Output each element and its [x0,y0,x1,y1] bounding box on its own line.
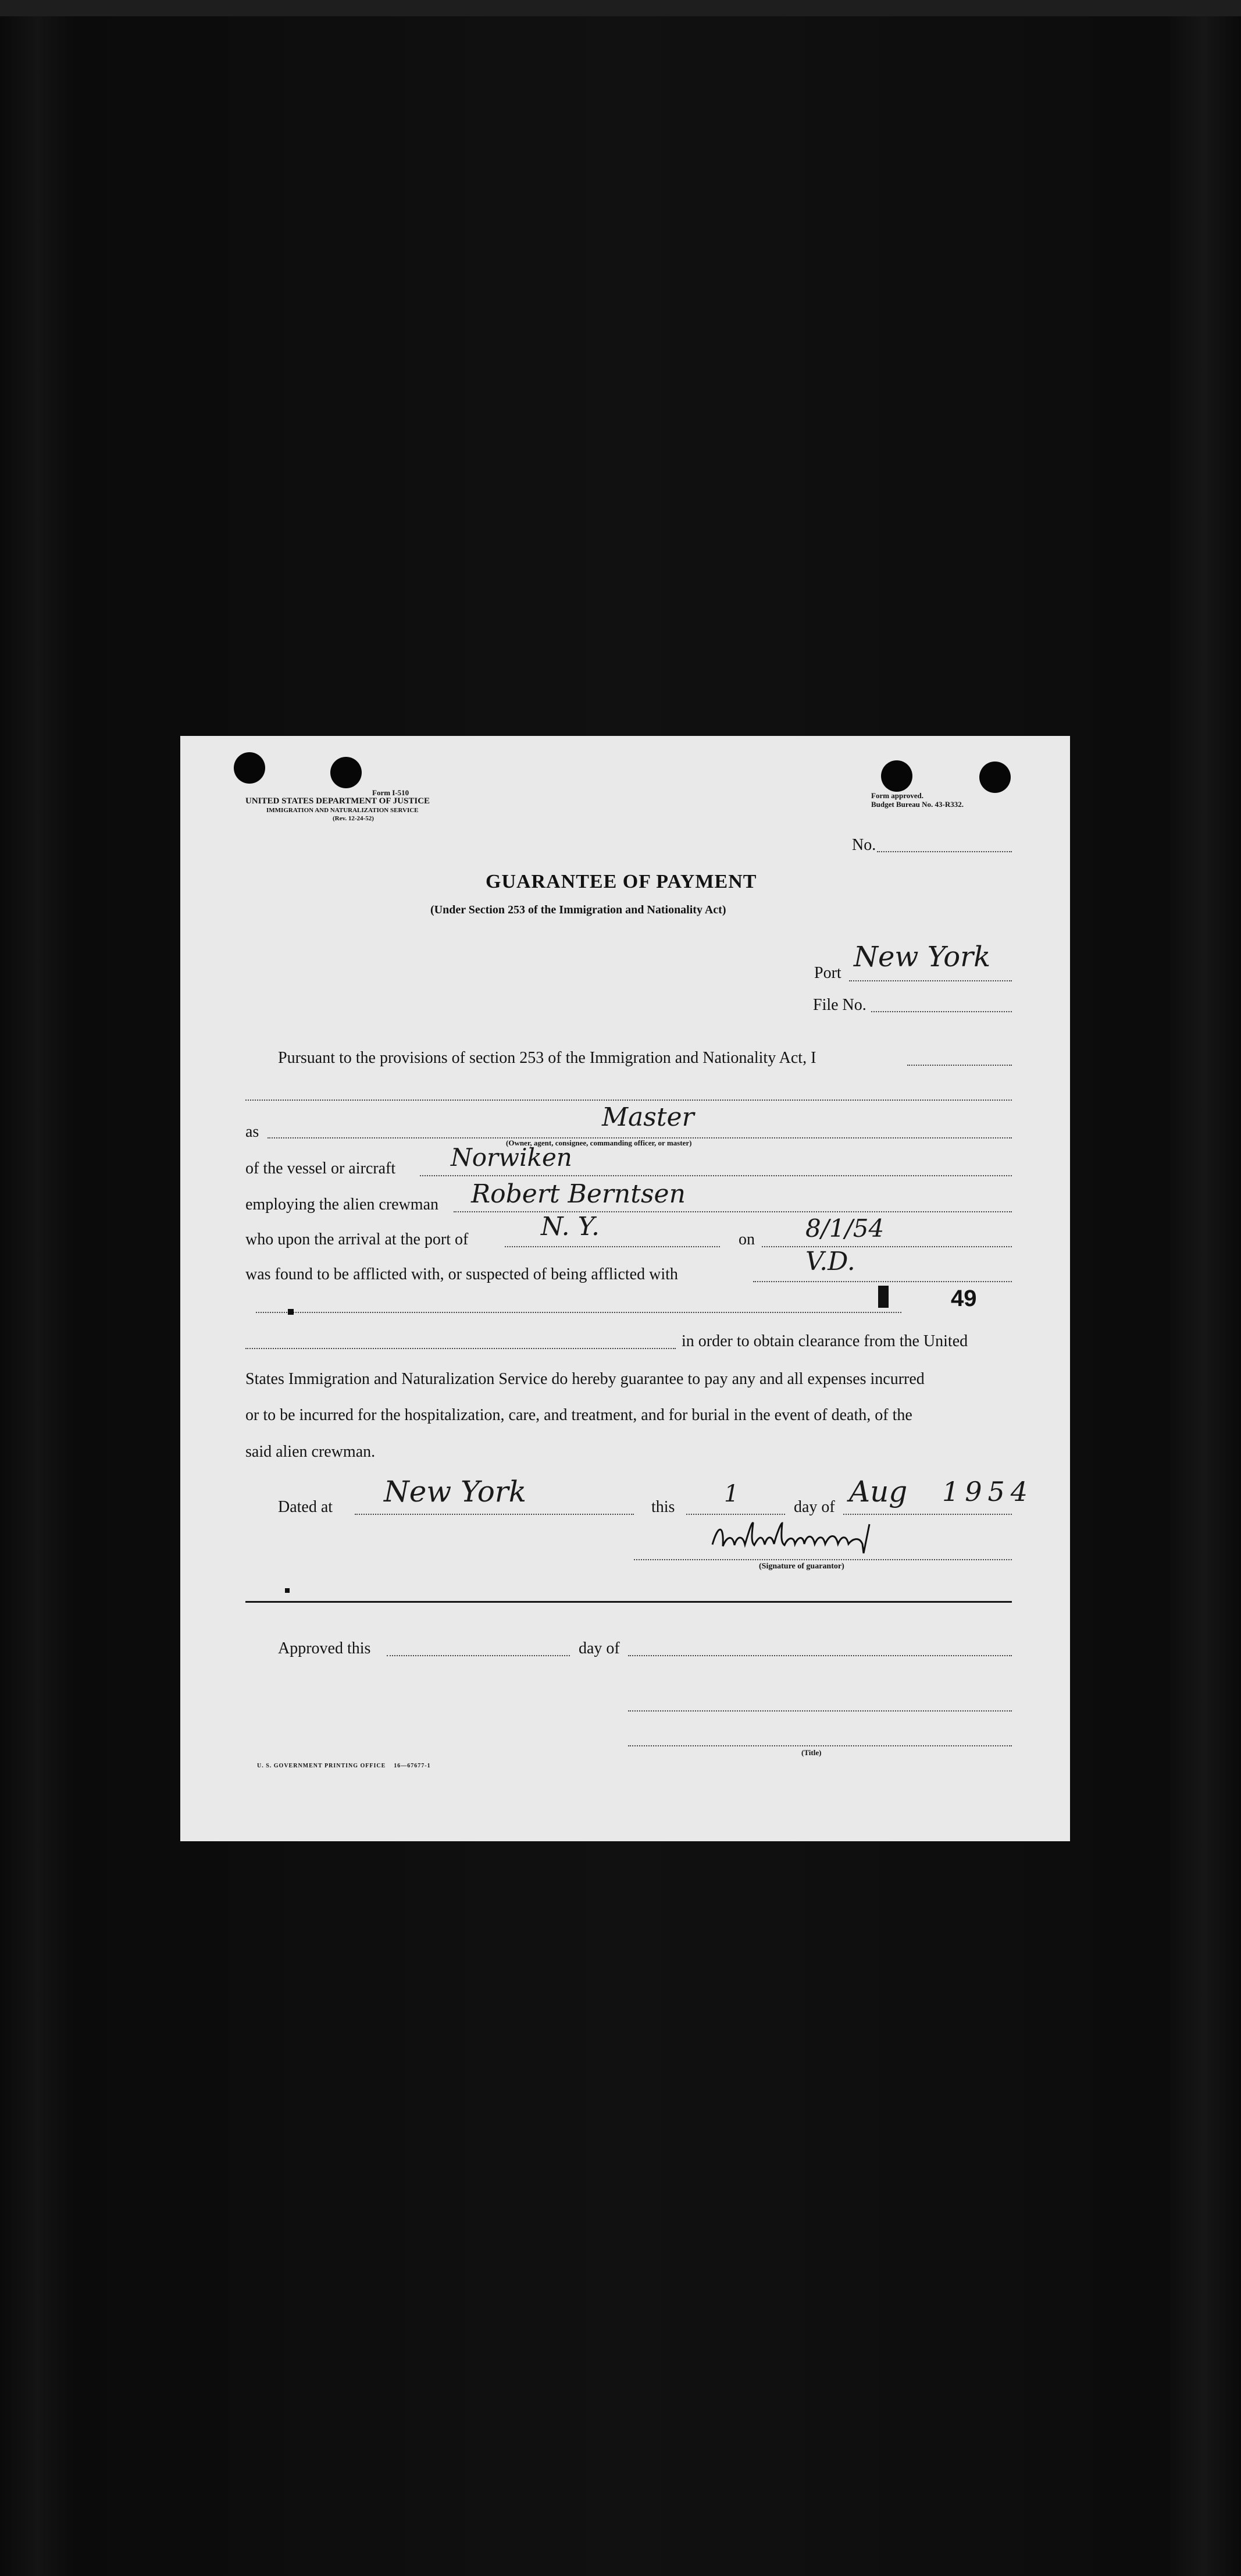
arrival-port-value: N. Y. [541,1212,600,1241]
crewman-field[interactable] [454,1211,1012,1212]
scanner-edge [0,0,1241,16]
as-caption: (Owner, agent, consignee, commanding officer, or master) [506,1138,692,1147]
vessel-value: Norwiken [451,1143,572,1172]
file-no-label: File No. [813,996,866,1014]
approved-day-of-label: day of [579,1639,620,1657]
dated-label: Dated at [278,1498,333,1516]
stamp-mark [878,1286,889,1308]
approval-line-1: Form approved. [871,791,924,800]
approved-date-field[interactable] [387,1655,570,1656]
signature-caption: (Signature of guarantor) [759,1562,844,1571]
this-label: this [651,1498,675,1516]
dated-day: 1 [724,1481,739,1507]
service-name: IMMIGRATION AND NATURALIZATION SERVICE [266,807,419,814]
dated-year: 1954 [942,1476,1034,1507]
body-line-3: said alien crewman. [245,1443,376,1461]
body-line-2: or to be incurred for the hospitalization, care, and treatment, and for burial in the event of death, of the [245,1406,912,1424]
crewman-value: Robert Berntsen [471,1179,686,1209]
dated-month: Aug [849,1475,908,1508]
afflicted-value: V.D. [805,1247,855,1276]
day-of-label: day of [794,1498,835,1516]
clearance-field[interactable] [245,1348,676,1349]
form-subtitle: (Under Section 253 of the Immigration and Nationality Act) [430,903,726,916]
pursuant-text: Pursuant to the provisions of section 253 of the Immigration and Nationality Act, I [278,1049,816,1067]
port-value: New York [854,941,991,973]
dated-day-field[interactable] [686,1514,785,1515]
punch-hole [881,760,912,792]
dated-place-field[interactable] [355,1514,634,1515]
stamp-number: 49 [951,1286,977,1311]
file-no-field[interactable] [871,1011,1012,1012]
body-line-1: States Immigration and Naturalization Service do hereby guarantee to pay any and all expenses incurred [245,1370,925,1388]
arrival-on-label: on [739,1230,755,1248]
arrival-date-value: 8/1/54 [805,1214,885,1243]
dated-place: New York [384,1475,526,1508]
ink-dot [285,1588,290,1593]
vessel-field[interactable] [420,1175,1012,1176]
approval-line-2: Budget Bureau No. 43-R332. [871,800,964,809]
section-divider [245,1601,1012,1603]
afflicted-field-2[interactable] [256,1312,901,1313]
guarantor-signature [707,1518,939,1559]
arrival-port-field[interactable] [505,1246,720,1247]
title-caption: (Title) [801,1748,822,1757]
arrival-date-field[interactable] [762,1246,1012,1247]
approved-label: Approved this [278,1639,371,1657]
dated-month-field[interactable] [843,1514,1012,1515]
form-number: Form I-510 [372,788,409,797]
approver-signature-field[interactable] [628,1710,1012,1712]
vessel-label: of the vessel or aircraft [245,1159,396,1177]
arrival-label: who upon the arrival at the port of [245,1230,469,1248]
afflicted-field[interactable] [753,1281,1012,1282]
no-label: No. [852,836,876,854]
signature-field[interactable] [634,1559,1012,1560]
form-document [180,736,1070,1841]
approver-title-field[interactable] [628,1745,1012,1746]
ink-dot [288,1309,294,1315]
as-label: as [245,1123,259,1141]
form-title: GUARANTEE OF PAYMENT [486,871,757,892]
punch-hole [979,762,1011,793]
clearance-text: in order to obtain clearance from the United [682,1332,968,1350]
name-field-end[interactable] [907,1065,1012,1066]
printer-line: U. S. GOVERNMENT PRINTING OFFICE 16—67677-1 [257,1763,431,1769]
approved-month-field[interactable] [628,1655,1012,1656]
port-field[interactable] [849,980,1012,981]
crewman-label: employing the alien crewman [245,1196,438,1214]
form-revision: (Rev. 12-24-52) [333,815,374,822]
punch-hole [330,757,362,788]
no-field[interactable] [877,851,1012,852]
name-field[interactable] [245,1100,1012,1101]
port-label: Port [814,964,841,982]
punch-hole [234,752,265,784]
department-name: UNITED STATES DEPARTMENT OF JUSTICE [245,796,430,806]
afflicted-label: was found to be afflicted with, or suspected of being afflicted with [245,1265,678,1283]
as-value: Master [602,1102,694,1132]
